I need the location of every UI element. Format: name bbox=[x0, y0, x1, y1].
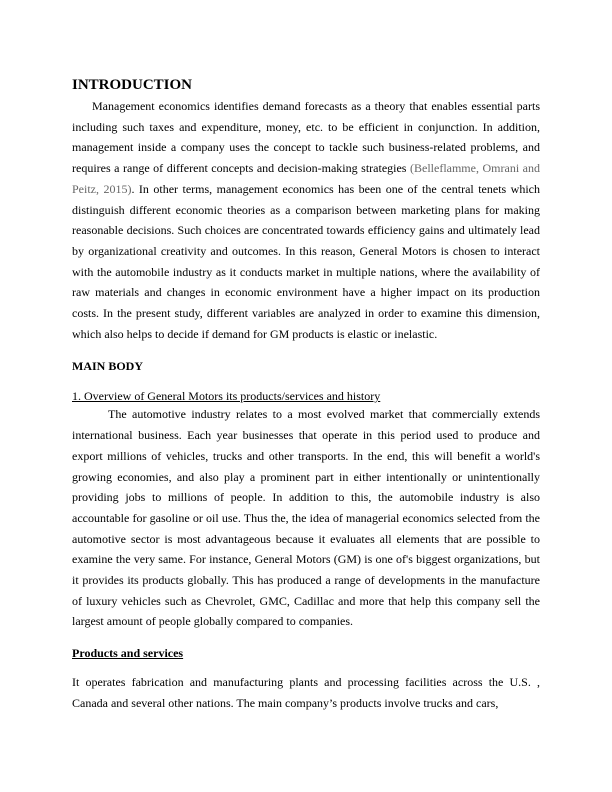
introduction-heading: INTRODUCTION bbox=[72, 77, 193, 93]
main-body-heading: MAIN BODY bbox=[72, 359, 143, 374]
document-page bbox=[72, 76, 540, 714]
overview-paragraph: The automotive industry relates to a most evolved market that commercially extends international business. Each year businesses that operate in this period used to produce and export millions of vehicles, trucks and other transports. In the end, this will benefit a world's growing economies, and also play a prominent part in either intentionally or unintentionally providing jobs to millions of people. In addition to this, the automobile industry is also accountable for gasoline or oil use. Thus the, the idea of managerial economics selected from the automotive sector is most advantageous because it evaluates all elements that are possible to examine the very same. For instance, General Motors (GM) is one of's biggest organizations, but it provides its products globally. This has produced a range of developments in the manufacture of luxury vehicles such as Chevrolet, GMC, Cadillac and more that help this company sell the largest amount of people globally compared to companies. bbox=[72, 407, 540, 629]
introduction-text-part2: . In other terms, management economics has been one of the central tenets which distinguish different economic theories as a comparison between marketing plans for making reasonable decisions. Such choices are concentrated towards efficiency gains and ultimately lead by organizational creativity and outcomes. In this reason, General Motors is chosen to interact with the automobile industry as it conducts market in multiple nations, where the availability of raw materials and changes in economic environment have a higher impact on its production costs. In the present study, different variables are analyzed in order to examine this dimension, which also helps to decide if demand for GM products is elastic or inelastic. bbox=[72, 181, 540, 341]
products-services-paragraph: It operates fabrication and manufacturing plants and processing facilities across the U.S. , Canada and several other nations. The main company’s products involve trucks and cars, bbox=[72, 675, 540, 710]
overview-subheading: 1. Overview of General Motors its products/services and history bbox=[72, 389, 381, 404]
products-services-heading: Products and services bbox=[72, 646, 184, 661]
introduction-text-part1: Management economics identifies demand forecasts as a theory that enables essential parts including such taxes and expenditure, money, etc. to be efficient in conjunction. In addition, management inside a company uses the concept to tackle such business-related problems, and requires a range of different concepts and decision-making strategies bbox=[72, 99, 540, 176]
introduction-paragraph bbox=[72, 96, 540, 344]
citation: (Belleflamme, Omrani and Peitz, 2015) bbox=[72, 161, 540, 196]
